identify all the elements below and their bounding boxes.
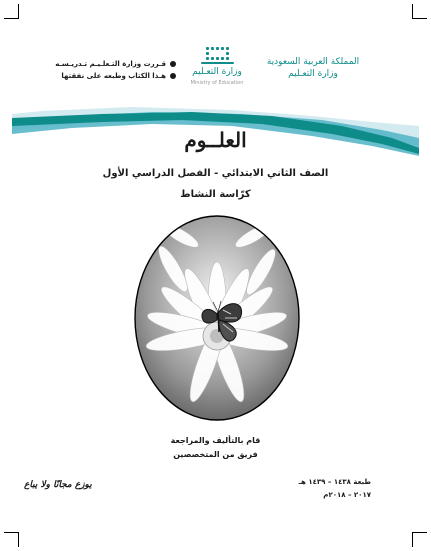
ministry-name-line: المملكة العربية السعودية [266,57,360,67]
approval-note [56,70,176,82]
logo-name-english: Ministry of Education [190,80,244,86]
flower-butterfly-illustration [133,214,301,422]
ministry-logo [182,45,252,90]
crop-mark-bottom-left [4,532,19,547]
edition-line: طبعة ١٤٣٨ – ١٤٣٩ هـ [298,478,371,486]
bullet-icon [170,73,176,79]
ministry-name-line: وزارة التعـليم [288,69,338,79]
edition-info [299,476,371,502]
approval-note-text: هـذا الكتاب وطبعه على نفقتها [61,72,166,80]
credits-line: قام بالتأليف والمراجعة [170,436,261,445]
crop-mark-top-left [4,4,19,19]
book-title: العلــوم [184,128,247,152]
free-distribution-notice: يوزع مجانًا ولا يباع [24,480,92,490]
bullet-icon [170,61,176,67]
credits-line: فريق من المتخصصين [173,450,258,459]
ministry-name [253,56,373,80]
crop-mark-bottom-right [412,532,427,547]
approval-note [56,58,176,70]
book-subtitle: الصف الثاني الابتدائي - الفصل الدراسي الأول [102,168,329,179]
edition-line: ٢٠١٧ – ٢٠١٨م [323,491,371,499]
logo-name-arabic: وزارة التعـليم [192,67,242,77]
crop-mark-top-right [412,4,427,19]
approval-notes [56,58,176,82]
ministry-logo-icon [182,45,252,67]
book-activity-label: كرّاسة النشاط [180,189,251,200]
credits [0,434,431,462]
approval-note-text: قـررت وزارة التـعلـيـم تـدريـسـه [55,60,166,68]
